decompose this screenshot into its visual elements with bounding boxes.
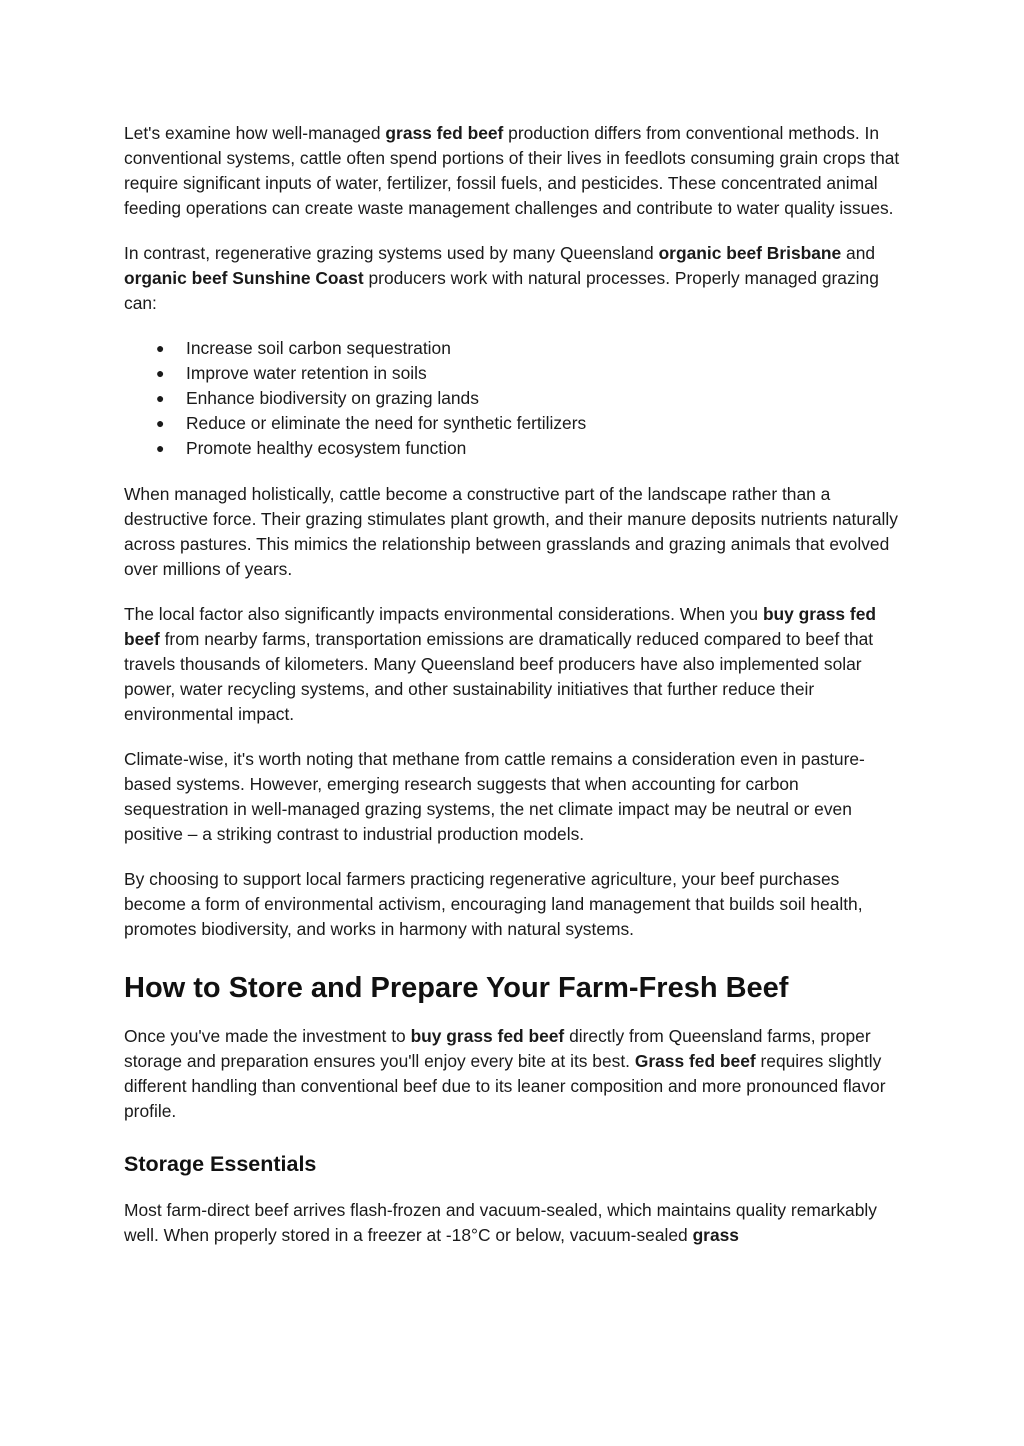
bullet-icon: ● xyxy=(156,365,165,381)
text-run: Once you've made the investment to xyxy=(124,1026,411,1046)
text-run: In contrast, regenerative grazing systems used by many Queensland xyxy=(124,243,659,263)
text-run: from nearby farms, transportation emissions are dramatically reduced compared to beef that travels thousands of kilometers. Many Queensland beef producers have also implemented solar power, water recycling systems, and other sustainability initiatives that further reduce their environmental impact. xyxy=(124,629,874,724)
section-heading: How to Store and Prepare Your Farm-Fresh Beef xyxy=(124,972,789,1004)
keyword-grass: grass xyxy=(692,1225,739,1245)
keyword-buy-grass-fed-beef: buy grass fed beef xyxy=(410,1026,565,1046)
keyword-grass-fed-beef: grass fed beef xyxy=(385,123,504,143)
paragraph-holistic-management: When managed holistically, cattle become a constructive part of the landscape rather than a destructive force. Their grazing stimulates plant growth, and their manure deposits nutrients naturally across pastures. This mimics the relationship between grasslands and grazing animals that evolved over millions of years. xyxy=(124,484,898,579)
list-item xyxy=(124,411,904,436)
paragraph-activism: By choosing to support local farmers practicing regenerative agriculture, your beef purchases become a form of environmental activism, encouraging land management that builds soil health, promotes biodiversity, and works in harmony with natural systems. xyxy=(124,869,863,939)
text-run: directly from Queensland farms, proper storage and preparation ensures you'll enjoy every bite at its best. xyxy=(124,1026,871,1071)
keyword-organic-beef-brisbane: organic beef Brisbane xyxy=(658,243,842,263)
subsection-heading: Storage Essentials xyxy=(124,1152,317,1176)
bullet-icon: ● xyxy=(156,340,165,356)
list-item xyxy=(124,436,904,461)
list-item-text: Enhance biodiversity on grazing lands xyxy=(186,388,479,408)
list-item xyxy=(124,386,904,411)
paragraph-climate: Climate-wise, it's worth noting that methane from cattle remains a consideration even in pasture-based systems. However, emerging research suggests that when accounting for carbon sequestration in well-managed grazing systems, the net climate impact may be neutral or even positive – a striking contrast to industrial production models. xyxy=(124,749,865,844)
bullet-icon: ● xyxy=(156,415,165,431)
text-run: Most farm-direct beef arrives flash-frozen and vacuum-sealed, which maintains quality remarkably well. When properly stored in a freezer at -18°C or below, vacuum-sealed xyxy=(124,1200,877,1245)
list-item-text: Promote healthy ecosystem function xyxy=(186,438,467,458)
text-run: producers work with natural processes. Properly managed grazing can: xyxy=(124,268,879,313)
list-item-text: Improve water retention in soils xyxy=(186,363,427,383)
keyword-buy-grass-fed-beef: buy grass fed beef xyxy=(124,604,877,649)
grazing-benefits-list xyxy=(124,336,904,461)
paragraph-regenerative-grazing xyxy=(124,241,904,316)
paragraph-store-intro xyxy=(124,1024,904,1124)
keyword-grass-fed-beef: Grass fed beef xyxy=(634,1051,756,1071)
paragraph-feedlot-comparison xyxy=(124,121,904,221)
text-run: Let's examine how well-managed xyxy=(124,123,386,143)
bullet-icon: ● xyxy=(156,390,165,406)
list-item xyxy=(124,336,904,361)
list-item-text: Increase soil carbon sequestration xyxy=(186,338,451,358)
list-item-text: Reduce or eliminate the need for synthetic fertilizers xyxy=(186,413,587,433)
document-page xyxy=(124,121,904,1248)
list-item xyxy=(124,361,904,386)
bullet-icon: ● xyxy=(156,440,165,456)
text-run: requires slightly different handling than conventional beef due to its leaner composition and more pronounced flavor profile. xyxy=(124,1051,886,1121)
text-run: and xyxy=(841,243,876,263)
text-run: The local factor also significantly impacts environmental considerations. When you xyxy=(124,604,763,624)
keyword-organic-beef-sunshine-coast: organic beef Sunshine Coast xyxy=(124,268,364,288)
paragraph-storage xyxy=(124,1198,904,1248)
paragraph-local-factor xyxy=(124,602,904,727)
text-run: production differs from conventional methods. In conventional systems, cattle often spend portions of their lives in feedlots consuming grain crops that require significant inputs of water, fertilizer, fossil fuels, and pesticides. These concentrated animal feeding operations can create waste management challenges and contribute to water quality issues. xyxy=(124,123,900,218)
